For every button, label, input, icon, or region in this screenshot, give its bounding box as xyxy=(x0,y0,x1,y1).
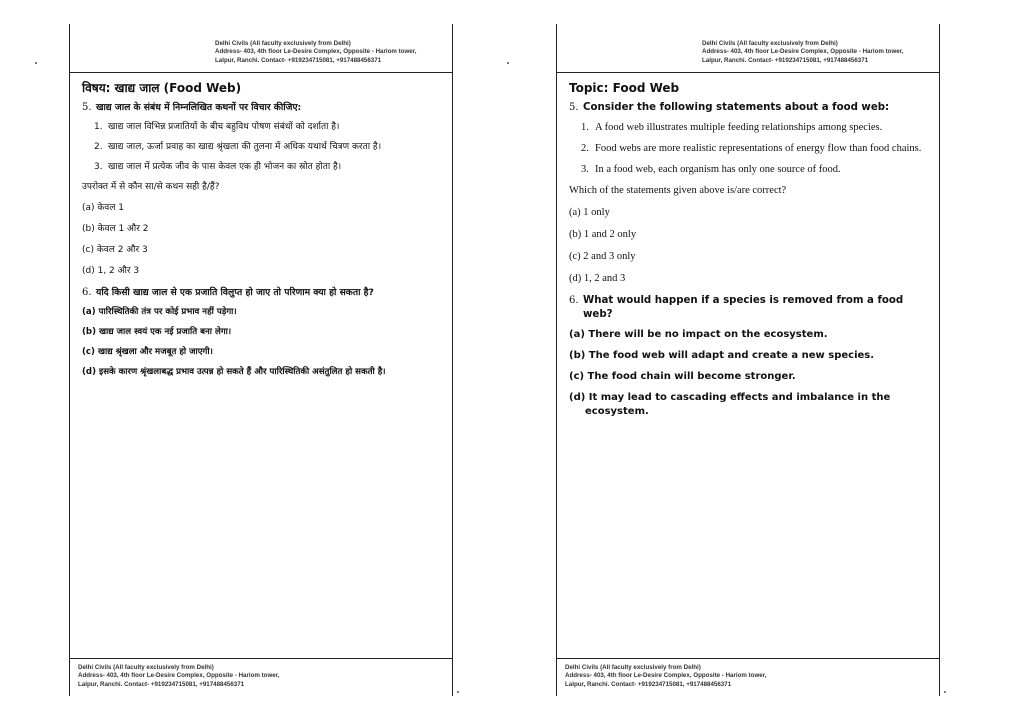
answer-option: (a) पारिस्थितिकी तंत्र पर कोई प्रभाव नहीं पड़ेगा। xyxy=(82,307,237,317)
answer-option: (a) केवल 1 xyxy=(82,203,125,213)
footer-line: Lalpur, Ranchi. Contact- +919234715081, +917488456371 xyxy=(78,680,245,688)
answer-option: (c) खाद्य श्रृंखला और मजबूत हो जाएगी। xyxy=(82,347,213,357)
header-line: Lalpur, Ranchi. Contact- +919234715081, +917488456371 xyxy=(215,56,382,64)
header-line: Address- 403, 4th floor Le-Desire Complex, Opposite - Hariom tower, xyxy=(215,48,417,56)
statement-text: A food web illustrates multiple feeding relationships among species. xyxy=(595,122,883,133)
scan-speck xyxy=(457,691,459,693)
question-6 xyxy=(569,294,931,322)
scan-speck xyxy=(944,691,946,693)
header-line: Lalpur, Ranchi. Contact- +919234715081, +917488456371 xyxy=(702,56,869,64)
statement-number: 2. xyxy=(94,142,103,152)
topic-title: विषय: खाद्य जाल (Food Web) xyxy=(82,81,242,95)
statement-text: In a food web, each organism has only one source of food. xyxy=(595,164,841,175)
statement-number: 1. xyxy=(581,122,589,133)
question-number: 6. xyxy=(82,287,92,298)
answer-option: (c) The food chain will become stronger. xyxy=(569,371,796,382)
statement xyxy=(94,121,444,134)
question-query: उपरोक्त में से कौन सा/से कथन सही है/हैं? xyxy=(82,182,220,192)
answer-option xyxy=(569,391,931,419)
page-footer xyxy=(78,664,392,689)
answer-option: (c) 2 and 3 only xyxy=(569,251,636,262)
statement xyxy=(581,142,931,156)
footer-line: Lalpur, Ranchi. Contact- +919234715081, +917488456371 xyxy=(565,680,732,688)
question-number: 6. xyxy=(569,295,579,306)
answer-option: (b) खाद्य जाल स्वयं एक नई प्रजाति बना लेगा। xyxy=(82,327,232,337)
statement xyxy=(94,141,444,154)
page-header xyxy=(702,40,935,65)
header-line: Delhi Civils (All faculty exclusively from Delhi) xyxy=(215,40,351,47)
statement-number: 1. xyxy=(94,122,103,132)
answer-option: (c) केवल 2 और 3 xyxy=(82,245,148,255)
header-line: Address- 403, 4th floor Le-Desire Complex, Opposite - Hariom tower, xyxy=(702,48,904,56)
hindi-page xyxy=(69,24,453,696)
answer-option: (a) 1 only xyxy=(569,207,610,218)
statement-number: 3. xyxy=(94,162,103,172)
question-5 xyxy=(569,101,931,115)
answer-option: (d) 1, 2 और 3 xyxy=(82,266,140,276)
question-query: Which of the statements given above is/are correct? xyxy=(569,185,787,196)
answer-option: (d) 1, 2 and 3 xyxy=(569,273,626,284)
statement xyxy=(581,121,931,135)
statement xyxy=(581,163,931,177)
footer-line: Address- 403, 4th floor Le-Desire Complex, Opposite - Hariom tower, xyxy=(565,672,767,680)
footer-line: Address- 403, 4th floor Le-Desire Complex, Opposite - Hariom tower, xyxy=(78,672,280,680)
answer-option: (a) There will be no impact on the ecosystem. xyxy=(569,329,828,340)
header-divider xyxy=(557,72,939,73)
answer-option: (d) इसके कारण श्रृंखलाबद्ध प्रभाव उत्पन्न हो सकते हैं और पारिस्थितिकी असंतुलित हो सकती है। xyxy=(82,367,386,377)
question-text: खाद्य जाल के संबंध में निम्नलिखित कथनों पर विचार कीजिए: xyxy=(96,102,302,113)
question-content xyxy=(569,80,931,426)
answer-option-label: (d) It may lead to cascading effects and imbalance in the xyxy=(569,392,891,403)
question-number: 5. xyxy=(569,102,579,113)
footer-line: Delhi Civils (All faculty exclusively from Delhi) xyxy=(78,664,214,671)
answer-option: (b) केवल 1 और 2 xyxy=(82,224,149,234)
statement-number: 3. xyxy=(581,164,589,175)
scan-speck xyxy=(35,62,37,64)
question-5 xyxy=(82,101,444,115)
question-6 xyxy=(82,286,444,300)
statement-text: खाद्य जाल, ऊर्जा प्रवाह का खाद्य श्रृंखला की तुलना में अधिक यथार्थ चित्रण करता है। xyxy=(108,142,382,152)
statement-text: खाद्य जाल विभिन्न प्रजातियों के बीच बहुविध पोषण संबंधों को दर्शाता है। xyxy=(108,122,340,132)
statement xyxy=(94,161,444,174)
page-footer xyxy=(565,664,879,689)
footer-divider xyxy=(557,658,939,659)
statement-text: Food webs are more realistic representations of energy flow than food chains. xyxy=(595,143,922,154)
topic-title: Topic: Food Web xyxy=(569,81,680,95)
answer-option: (b) The food web will adapt and create a new species. xyxy=(569,350,875,361)
header-line: Delhi Civils (All faculty exclusively from Delhi) xyxy=(702,40,838,47)
header-divider xyxy=(70,72,452,73)
statement-number: 2. xyxy=(581,143,589,154)
page-header xyxy=(215,40,448,65)
footer-line: Delhi Civils (All faculty exclusively from Delhi) xyxy=(565,664,701,671)
question-text: What would happen if a species is removed from a food web? xyxy=(583,295,904,320)
question-number: 5. xyxy=(82,102,92,113)
english-page xyxy=(556,24,940,696)
question-text: Consider the following statements about a food web: xyxy=(583,102,890,113)
question-text: यदि किसी खाद्य जाल से एक प्रजाति विलुप्त हो जाए तो परिणाम क्या हो सकता है? xyxy=(96,287,374,298)
footer-divider xyxy=(70,658,452,659)
scan-speck xyxy=(507,62,509,64)
answer-option-continuation: ecosystem. xyxy=(585,406,649,417)
answer-option: (b) 1 and 2 only xyxy=(569,229,637,240)
question-content xyxy=(82,80,444,386)
statement-text: खाद्य जाल में प्रत्येक जीव के पास केवल एक ही भोजन का स्रोत होता है। xyxy=(108,162,342,172)
